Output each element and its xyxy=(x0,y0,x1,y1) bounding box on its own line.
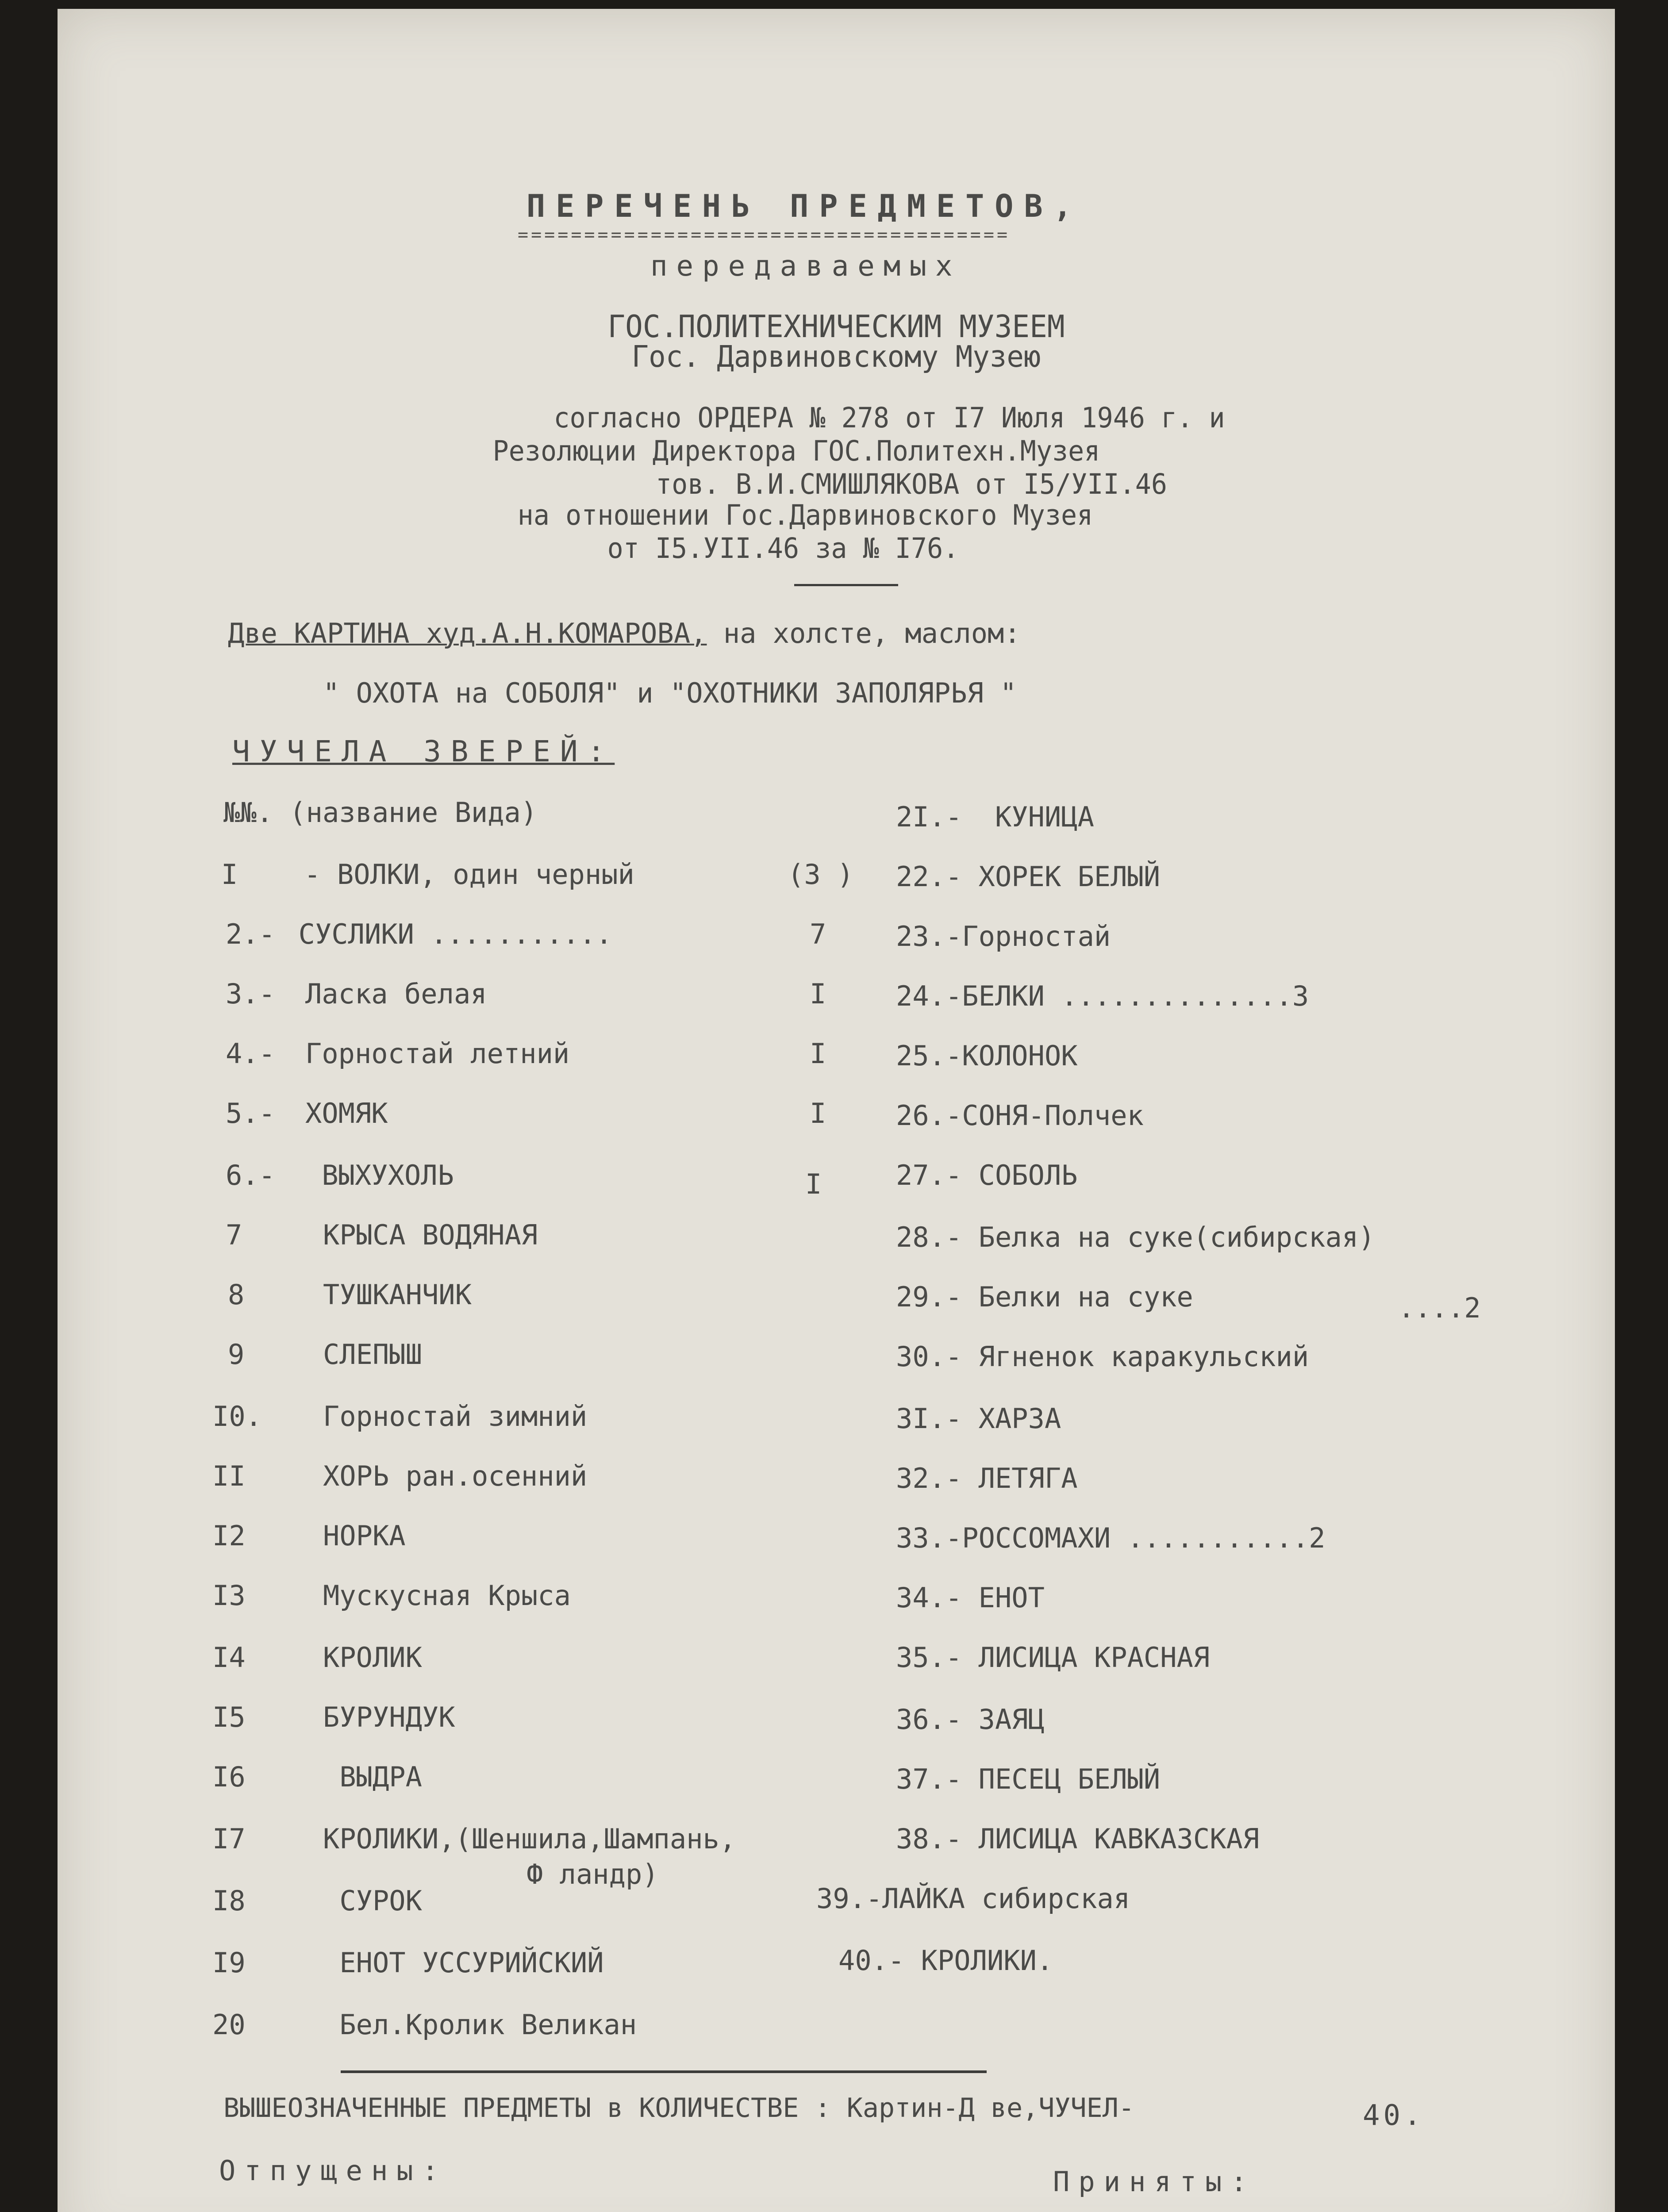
left-item-name: ЕНОТ УССУРИЙСКИЙ xyxy=(323,1947,604,1979)
left-item-name: ХОРЬ ран.осенний xyxy=(323,1460,588,1492)
paintings-author: Две КАРТИНА худ.А.Н.КОМАРОВА, xyxy=(228,617,707,649)
released-signature-label: Отпущены: xyxy=(219,2154,447,2187)
section-heading: ЧУЧЕЛА ЗВЕРЕЙ: xyxy=(232,734,615,768)
left-item-quantity: I xyxy=(810,1037,826,1070)
left-item-number: 7 xyxy=(226,1219,242,1251)
left-item-name: Горностай летний xyxy=(305,1037,570,1070)
left-item-number: 4.- xyxy=(226,1037,275,1070)
right-item: 40.- КРОЛИКИ. xyxy=(838,1944,1053,1977)
left-item-number: I5 xyxy=(212,1701,246,1733)
left-item-number: 8 xyxy=(228,1279,245,1311)
left-item-number: 6.- xyxy=(226,1159,275,1191)
right-item: 35.- ЛИСИЦА КРАСНАЯ xyxy=(896,1641,1210,1674)
right-item: 34.- ЕНОТ xyxy=(896,1582,1045,1614)
column-header: №№. (название Вида) xyxy=(223,796,538,829)
right-item: 28.- Белка на суке(сибирская) xyxy=(896,1221,1375,1253)
left-item-name: КРОЛИКИ,(Шеншила,Шампань, xyxy=(323,1823,736,1855)
basis-line-3: тов. В.И.СМИШЛЯКОВА от I5/УII.46 xyxy=(656,468,1167,501)
summary-count: 40. xyxy=(1363,2099,1425,2132)
left-item-name: Бел.Кролик Великан xyxy=(323,2008,637,2041)
left-item-name: ВЫДРА xyxy=(323,1761,422,1793)
left-item-quantity: I xyxy=(810,1097,826,1129)
left-item-name: БУРУНДУК xyxy=(323,1701,455,1733)
left-item-number: I4 xyxy=(212,1641,246,1674)
left-item-name: Мускусная Крыса xyxy=(323,1579,571,1612)
basis-line-5: от I5.УII.46 за № I76. xyxy=(607,532,959,565)
item-17-continuation: Ф ландр) xyxy=(527,1858,659,1890)
recipient-line: Гос. Дарвиновскому Музею xyxy=(631,340,1041,374)
left-item-name: СУСЛИКИ ........... xyxy=(265,918,612,950)
right-item: 37.- ПЕСЕЦ БЕЛЫЙ xyxy=(896,1763,1161,1795)
paintings-medium: на холсте, маслом: xyxy=(707,617,1021,649)
left-item-name: - ВОЛКИ, один черный xyxy=(288,858,634,891)
left-item-quantity: I xyxy=(805,1168,822,1200)
right-item: 33.-РОССОМАХИ ...........2 xyxy=(896,1522,1326,1554)
document-subtitle: передаваемых xyxy=(650,250,961,283)
basis-line-4: на отношении Гос.Дарвиновского Музея xyxy=(517,499,1093,532)
left-item-number: II xyxy=(212,1460,246,1492)
paintings-line xyxy=(228,617,1021,649)
right-item: 32.- ЛЕТЯГА xyxy=(896,1462,1078,1494)
left-item-name: ТУШКАНЧИК xyxy=(323,1279,472,1311)
left-item-number: I8 xyxy=(212,1885,246,1917)
left-item-name: ХОМЯК xyxy=(305,1097,388,1129)
basis-line-2: Резолюции Директора ГОС.Политехн.Музея xyxy=(492,435,1100,468)
left-item-number: 2.- xyxy=(226,918,275,950)
accepted-signature-label: Приняты: xyxy=(1053,2166,1256,2198)
left-item-number: 3.- xyxy=(226,978,275,1010)
left-item-name: СЛЕПЫШ xyxy=(323,1338,422,1371)
left-item-name: СУРОК xyxy=(323,1885,422,1917)
right-item: 2I.- КУНИЦА xyxy=(896,801,1094,833)
left-item-number: 5.- xyxy=(226,1097,275,1129)
right-item: 23.-Горностай xyxy=(896,920,1111,952)
header-separator xyxy=(794,584,898,586)
right-item: 24.-БЕЛКИ ..............3 xyxy=(896,980,1309,1012)
document-title: ПЕРЕЧЕНЬ ПРЕДМЕТОВ, xyxy=(527,188,1083,224)
paintings-titles: " ОХОТА на СОБОЛЯ" и "ОХОТНИКИ ЗАПОЛЯРЬЯ " xyxy=(323,677,1017,709)
left-item-number: 9 xyxy=(228,1338,245,1371)
footer-separator xyxy=(341,2070,987,2073)
left-item-quantity: (3 ) xyxy=(788,858,854,891)
left-item-number: I6 xyxy=(212,1761,246,1793)
left-item-number: 20 xyxy=(212,2008,246,2041)
left-item-name: Ласка белая xyxy=(305,978,487,1010)
summary-line: ВЫШЕОЗНАЧЕННЫЕ ПРЕДМЕТЫ в КОЛИЧЕСТВЕ : Картин-Д ве,ЧУЧЕЛ- xyxy=(223,2093,1135,2124)
left-item-name: КРОЛИК xyxy=(323,1641,422,1674)
left-item-quantity: I xyxy=(810,978,826,1010)
left-item-number: I0. xyxy=(212,1400,262,1432)
right-item: 29.- Белки на суке xyxy=(896,1281,1193,1313)
left-item-quantity: 7 xyxy=(810,918,826,950)
left-item-number: I2 xyxy=(212,1520,246,1552)
left-item-number: I7 xyxy=(212,1823,246,1855)
left-item-number: I3 xyxy=(212,1579,246,1612)
right-item: 39.-ЛАЙКА сибирская xyxy=(816,1882,1130,1915)
basis-line-1: согласно ОРДЕРА № 278 от I7 Июля 1946 г. и xyxy=(553,402,1225,434)
left-item-name: ВЫХУХОЛЬ xyxy=(305,1159,454,1191)
document-page xyxy=(58,9,1615,2212)
right-item: 38.- ЛИСИЦА КАВКАЗСКАЯ xyxy=(896,1823,1260,1855)
right-item: 27.- СОБОЛЬ xyxy=(896,1159,1078,1191)
right-item: 25.-КОЛОНОК xyxy=(896,1040,1078,1072)
right-item: 3I.- ХАРЗА xyxy=(896,1402,1061,1435)
right-item: 26.-СОНЯ-Полчек xyxy=(896,1099,1144,1132)
right-item: 36.- ЗАЯЦ xyxy=(896,1703,1045,1736)
left-item-number: I xyxy=(221,858,238,891)
left-item-name: КРЫСА ВОДЯНАЯ xyxy=(323,1219,538,1251)
left-item-name: НОРКА xyxy=(323,1520,406,1552)
item-29-quantity: ....2 xyxy=(1398,1292,1481,1324)
left-item-name: Горностай зимний xyxy=(323,1400,588,1432)
right-item: 30.- Ягненок каракульский xyxy=(896,1340,1309,1373)
right-item: 22.- ХОРЕК БЕЛЫЙ xyxy=(896,860,1161,893)
title-double-rule: ===================================== xyxy=(518,225,1011,245)
sender-line: ГОС.ПОЛИТЕХНИЧЕСКИМ МУЗЕЕМ xyxy=(607,309,1065,345)
left-item-number: I9 xyxy=(212,1947,246,1979)
